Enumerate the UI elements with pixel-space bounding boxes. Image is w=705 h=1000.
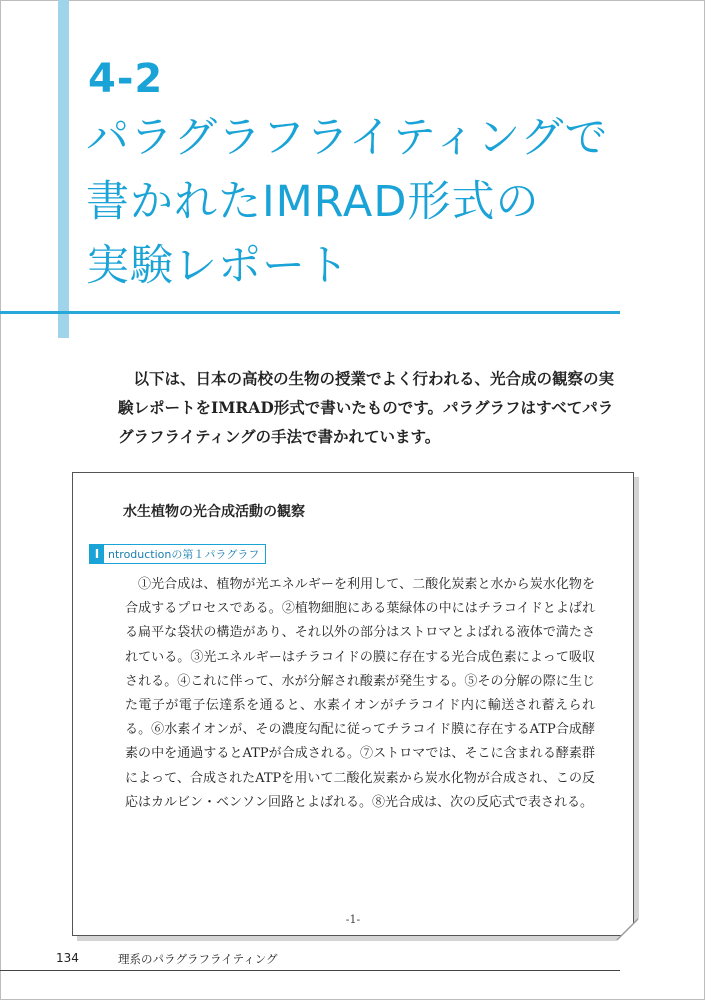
report-page-number: -1- [345, 913, 361, 926]
report-title: 水生植物の光合成活動の観察 [123, 504, 305, 520]
section-tag-initial: I [90, 545, 104, 563]
section-tag-label: ntroductionの第１パラグラフ [108, 548, 260, 561]
running-footer-title: 理系のパラグラフライティング [118, 952, 278, 966]
page-number: 134 [56, 951, 79, 965]
chapter-title [86, 106, 646, 298]
chapter-title-line-2: 書かれたIMRAD形式の [86, 177, 540, 227]
accent-bar [58, 0, 69, 338]
intro-paragraph: 以下は、日本の高校の生物の授業でよく行われる、光合成の観察の実験レポートをIMRAD形式で書いたものです。パラグラフはすべてパラグラフライティングの手法で書かれています。 [118, 369, 615, 446]
chapter-number: 4-2 [88, 56, 164, 102]
title-underline [0, 311, 620, 314]
report-body-paragraph: ①光合成は、植物が光エネルギーを利用して、二酸化炭素と水から炭水化物を合成するプロセスである。②植物細胞にある葉緑体の中にはチラコイドとよばれる扁平な袋状の構造があり、それ以外の部分はストロマとよばれる液体で満たされている。③光エネルギーはチラコイドの膜に存在する光合成色素によって吸収される。④これに伴って、水が分解され酸素が発生する。⑤その分解の際に生じた電子が電子伝達系を通ると、水素イオンがチラコイド内に輸送され蓄えられる。⑥水素イオンが、その濃度勾配に従ってチラコイド膜に存在するATP合成酵素の中を通過するとATPが合成される。⑦ストロマでは、そこに含まれる酵素群によって、合成されたATPを用いて二酸化炭素から炭水化物が合成され、この反応はカルビン・ベンソン回路とよばれる。⑧光合成は、次の反応式で表される。 [125, 577, 595, 810]
chapter-title-line-1: パラグラフライティングで [86, 113, 609, 163]
page-curl-corner [617, 919, 639, 941]
section-tag [89, 544, 266, 564]
report-sample-box [72, 472, 634, 936]
footer-rule [0, 970, 620, 971]
chapter-title-line-3: 実験レポート [86, 241, 350, 291]
